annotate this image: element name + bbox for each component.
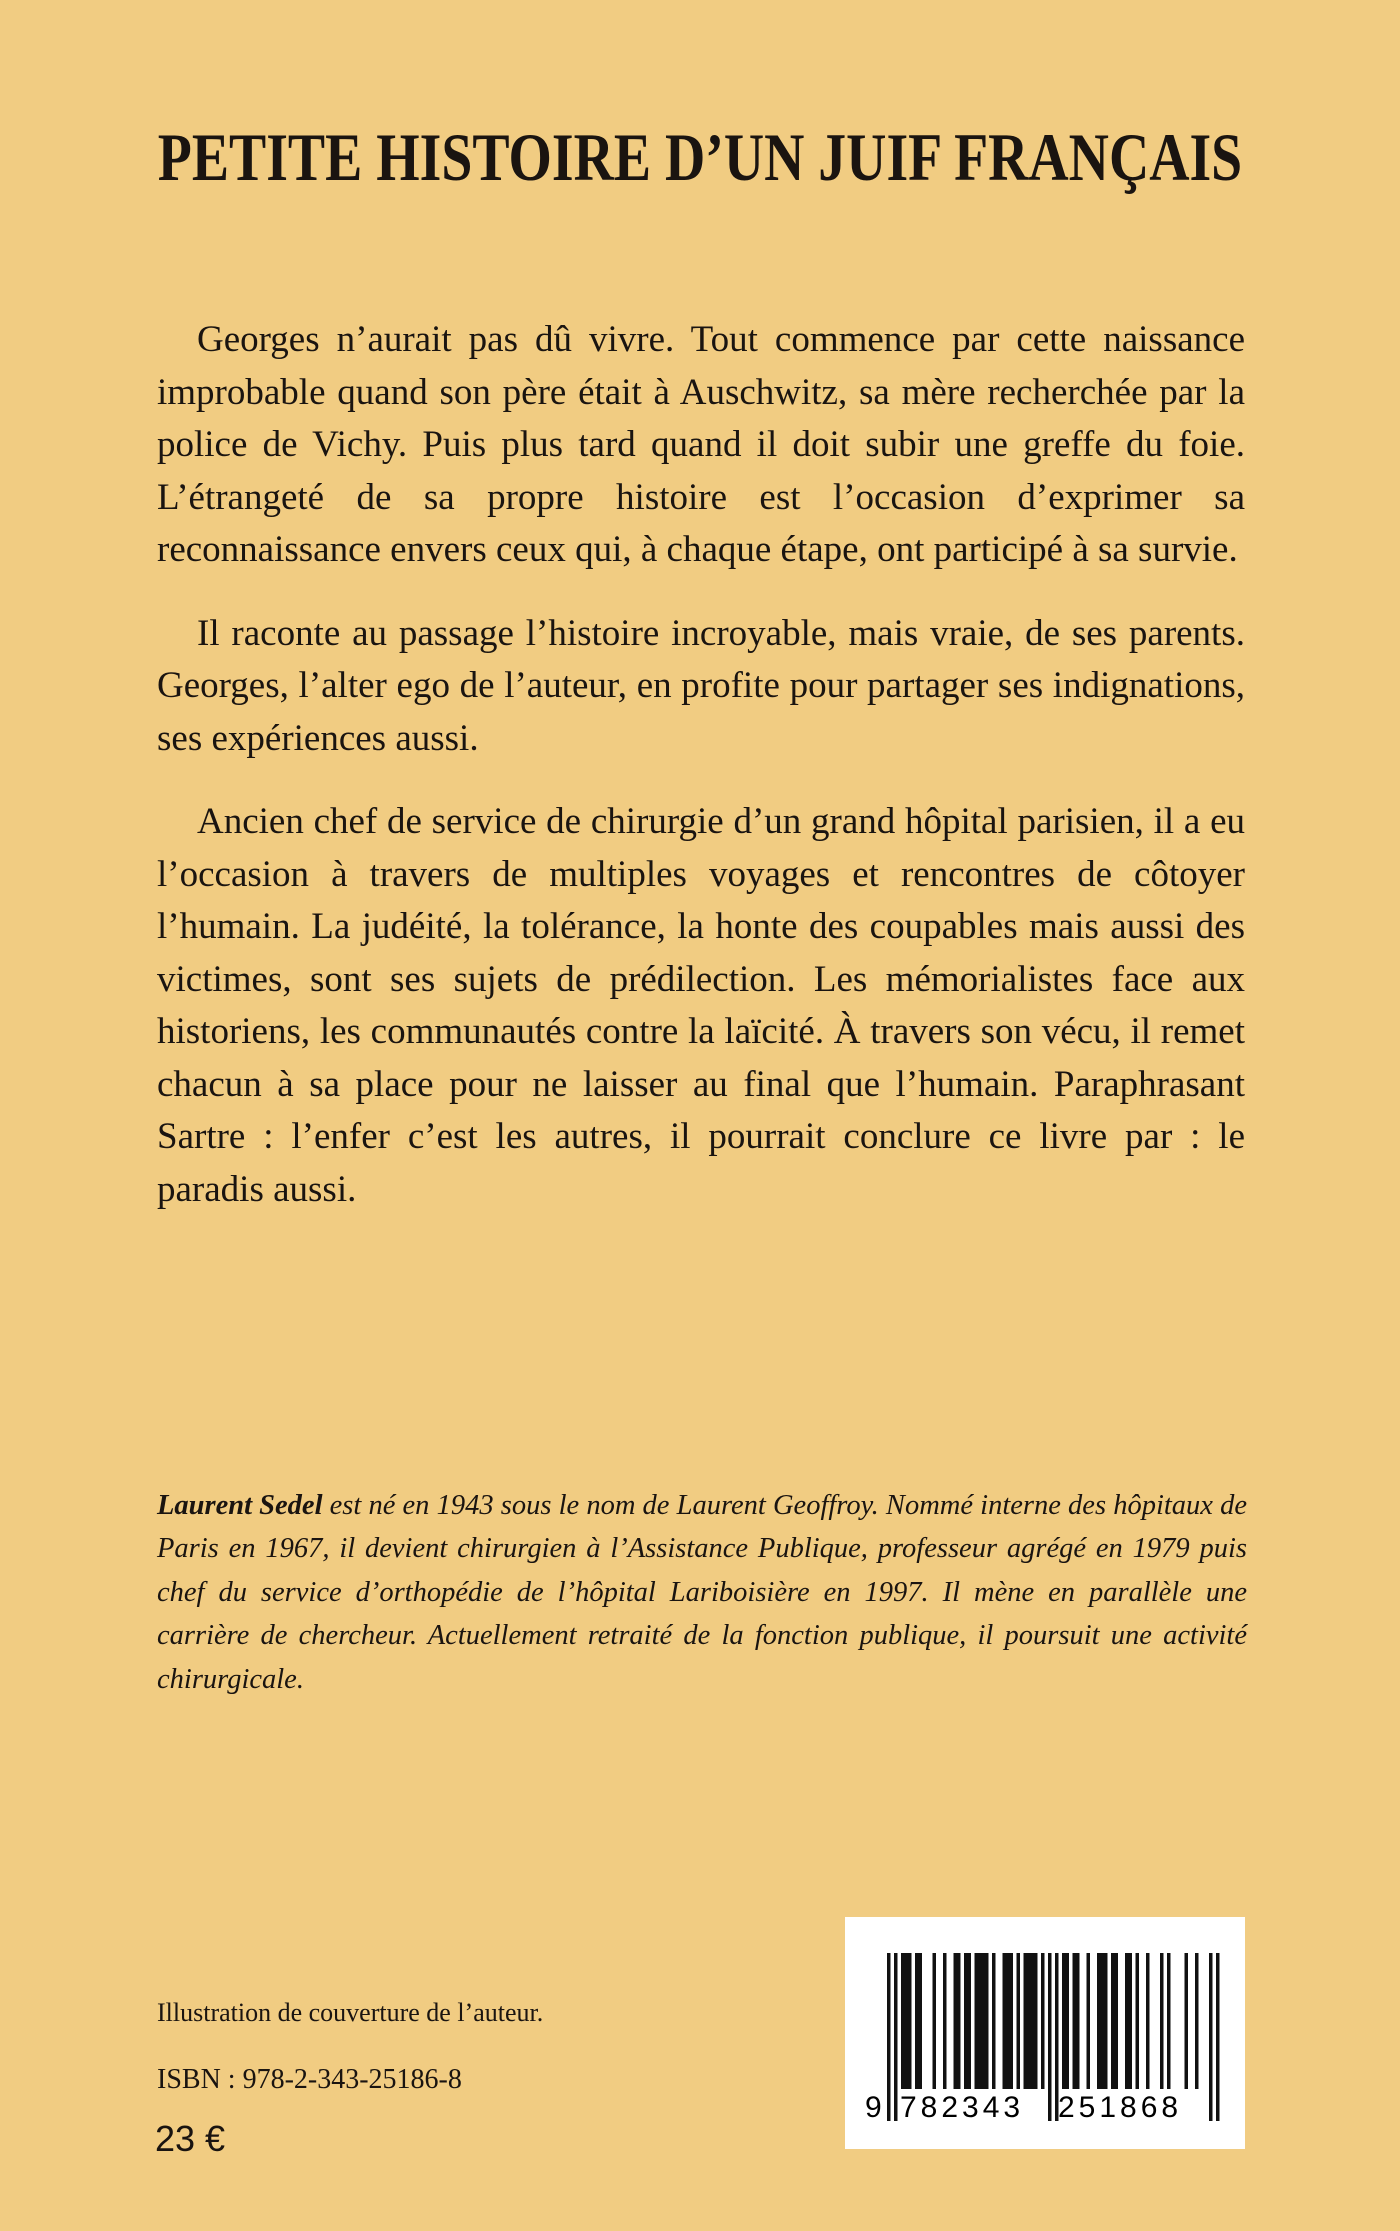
barcode-bar bbox=[964, 1953, 968, 2089]
barcode-bar bbox=[1185, 1953, 1189, 2089]
barcode-right-digits: 251868 bbox=[1058, 2091, 1183, 2124]
barcode-bar bbox=[915, 1953, 919, 2089]
isbn: ISBN : 978-2-343-25186-8 bbox=[157, 2064, 462, 2095]
author-bio bbox=[157, 1484, 1247, 1701]
barcode-bar bbox=[1031, 1953, 1035, 2089]
barcode-bar bbox=[1034, 1953, 1038, 2089]
barcode-bar bbox=[1160, 1953, 1164, 2089]
barcode-bar bbox=[1216, 1953, 1220, 2121]
barcode-bar bbox=[933, 1953, 937, 2089]
barcode-bar bbox=[919, 1953, 923, 2089]
barcode-bar bbox=[1125, 1953, 1129, 2089]
barcode-bar bbox=[943, 1953, 947, 2089]
barcode-bar bbox=[954, 1953, 958, 2089]
barcode-bar bbox=[992, 1953, 996, 2089]
barcode-bar bbox=[1010, 1953, 1014, 2089]
barcode-bar bbox=[1003, 1953, 1007, 2089]
barcode-bar bbox=[901, 1953, 905, 2089]
blurb-paragraph: Georges n’aurait pas dû vivre. Tout commence par cette naissance improbable quand son père était à Auschwitz, sa mère recherchée par la police de Vichy. Puis plus tard quand il doit subir une greffe du foie. L’étrangeté de sa propre histoire est l’occasion d’exprimer sa reconnaissance envers ceux qui, à chaque étape, ont participé à sa survie. bbox=[157, 319, 1245, 570]
barcode-bar bbox=[1017, 1953, 1021, 2089]
barcode-bar bbox=[1136, 1953, 1140, 2089]
book-title: PETITE HISTOIRE D’UN JUIF FRANÇAIS bbox=[157, 119, 1243, 195]
barcode-bar bbox=[1073, 1953, 1077, 2089]
barcode-bar bbox=[975, 1953, 979, 2089]
barcode-bar bbox=[1048, 1953, 1052, 2121]
barcode-bar bbox=[1101, 1953, 1105, 2089]
barcode-first-digit: 9 bbox=[865, 2091, 882, 2124]
barcode-bar bbox=[1167, 1953, 1171, 2089]
barcode-bar bbox=[1006, 1953, 1010, 2089]
barcode-bar bbox=[894, 1953, 898, 2121]
illustration-credit: Illustration de couverture de l’auteur. bbox=[157, 1998, 544, 2027]
barcode-bar bbox=[1097, 1953, 1101, 2089]
barcode-bar bbox=[1209, 1953, 1213, 2121]
barcode-bar bbox=[982, 1953, 986, 2089]
barcode-bar bbox=[968, 1953, 972, 2089]
barcode-bar bbox=[1076, 1953, 1080, 2089]
barcode-bar bbox=[985, 1953, 989, 2089]
blurb-paragraph: Il raconte au passage l’histoire incroyable, mais vraie, de ses parents. Georges, l’alter ego de l’auteur, en profite pour partager ses indignations, ses expériences aussi. bbox=[157, 612, 1245, 759]
blurb-paragraph: Ancien chef de service de chirurgie d’un grand hôpital parisien, il a eu l’occasion à travers de multiples voyages et rencontres de côtoyer l’humain. La judéité, la tolérance, la honte des coupables mais aussi des victimes, sont ses sujets de prédilection. Les mémorialistes face aux historiens, les communautés contre la laïcité. À travers son vécu, il remet chacun à sa place pour ne laisser au final que l’humain. Paraphrasant Sartre : l’enfer c’est les autres, il pourrait conclure ce livre par : le paradis aussi. bbox=[157, 801, 1245, 1210]
barcode-bar bbox=[1027, 1953, 1031, 2089]
barcode-bar bbox=[1195, 1953, 1199, 2089]
barcode-bar bbox=[1066, 1953, 1070, 2089]
barcode-bar bbox=[1115, 1953, 1119, 2089]
barcode-bar bbox=[1129, 1953, 1133, 2089]
barcode-bar bbox=[1087, 1953, 1091, 2089]
barcode-bar bbox=[1146, 1953, 1150, 2089]
barcode-bar bbox=[1024, 1953, 1028, 2089]
price: 23 € bbox=[155, 2118, 226, 2159]
author-bio-text: est né en 1943 sous le nom de Laurent Geoffroy. Nommé interne des hôpitaux de Paris en 1967, il devient chirurgien à l’Assistance Publique, professeur agrégé en 1979 puis chef du service d’orthopédie de l’hôpital Lariboisière en 1997. Il mène en parallèle une carrière de chercheur. Actuellement retraité de la fonction publique, il poursuit une activité chirurgicale. bbox=[157, 1490, 1247, 1695]
barcode-bar bbox=[957, 1953, 961, 2089]
barcode-bar bbox=[1041, 1953, 1045, 2089]
barcode bbox=[845, 1917, 1245, 2149]
author-name: Laurent Sedel bbox=[157, 1490, 323, 1521]
barcode-bar bbox=[887, 1953, 891, 2121]
blurb bbox=[157, 314, 1245, 1247]
barcode-bar bbox=[1062, 1953, 1066, 2089]
barcode-left-digits: 782343 bbox=[900, 2091, 1025, 2124]
barcode-bar bbox=[905, 1953, 909, 2089]
barcode-bar bbox=[908, 1953, 912, 2089]
barcode-bars bbox=[845, 1917, 1245, 2149]
barcode-bar bbox=[1111, 1953, 1115, 2089]
barcode-bar bbox=[1104, 1953, 1108, 2089]
barcode-bar bbox=[978, 1953, 982, 2089]
